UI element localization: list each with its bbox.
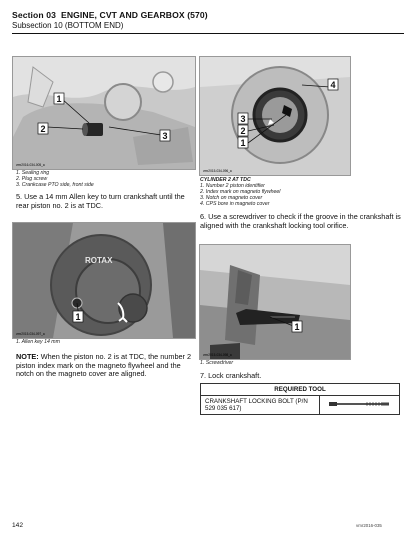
- locking-bolt-icon: [327, 399, 393, 409]
- figure-caption: [16, 170, 196, 188]
- figure-caption: [200, 360, 400, 366]
- figure-id: vmr2016-034-005_a: [16, 163, 45, 167]
- step-text: Use a screwdriver to check if the groove in the crankshaft is aligned with the crankshaft locking tool orifice.: [200, 212, 401, 230]
- callout-4: 4: [330, 80, 336, 90]
- rotax-logo: ROTAX: [85, 256, 113, 265]
- figure-id: vmr2015-034-098_a: [203, 353, 232, 357]
- document-id: vmr2016-035: [356, 523, 382, 528]
- caption-item: 2. Index mark on magneto flywheel: [200, 189, 281, 195]
- figure-id: vmr2015-034-096_a: [203, 169, 232, 173]
- crankshaft-photo: [200, 245, 350, 359]
- note-block: [16, 353, 196, 379]
- section-title: ENGINE, CVT AND GEARBOX (570): [60, 10, 208, 20]
- tool-name: CRANKSHAFT LOCKING BOLT (P/N 529 035 617): [201, 396, 320, 415]
- caption-item: 1. Number 2 piston identifier: [200, 183, 265, 189]
- figure-cylinder-tdc: [199, 56, 351, 176]
- figure-id: vmr2015-034-097_a: [16, 332, 45, 336]
- callout-2: 2: [240, 126, 246, 136]
- figure-allen-key: [12, 222, 196, 339]
- table-header: REQUIRED TOOL: [201, 384, 400, 396]
- magneto-cover-photo: [200, 57, 350, 175]
- note-text: When the piston no. 2 is at TDC, the number 2 piston index mark on the magneto flywheel and the notch on the magneto cover are aligned.: [16, 352, 192, 379]
- figure-caption: [200, 177, 400, 207]
- caption-item: 3. Notch on magneto cover: [200, 195, 263, 201]
- step-number: 6.: [200, 212, 207, 221]
- page-number: 142: [12, 522, 24, 529]
- caption-item: 3. Crankcase PTO side, front side: [16, 182, 94, 188]
- step-number: 7.: [200, 371, 207, 380]
- caption-title: CYLINDER 2 AT TDC: [200, 177, 251, 183]
- tool-image-cell: [320, 396, 400, 415]
- callout-1: 1: [56, 94, 62, 104]
- step-5: [16, 193, 196, 210]
- crankcase-photo: [13, 57, 195, 169]
- caption-item: 2. Plug screw: [16, 176, 48, 182]
- callout-2: 2: [40, 124, 46, 134]
- callout-1: 1: [75, 312, 81, 322]
- step-number: 5.: [16, 192, 23, 201]
- section-number: Section 03: [12, 10, 56, 20]
- callout-1: 1: [240, 138, 246, 148]
- callout-3: 3: [162, 131, 168, 141]
- step-6: [200, 213, 402, 230]
- figure-screwdriver: [199, 244, 351, 360]
- caption-item: 1. Sealing ring: [16, 170, 50, 176]
- header-divider: [12, 33, 404, 34]
- figure-crankcase-plug: [12, 56, 196, 170]
- caption-item: 1. Allen key 14 mm: [16, 339, 60, 345]
- step-text: Lock crankshaft.: [208, 371, 262, 380]
- magneto-photo: [13, 223, 195, 338]
- subsection-heading: Subsection 10 (BOTTOM END): [12, 21, 124, 30]
- section-heading: [12, 10, 208, 20]
- caption-item: 1. Screwdriver: [200, 360, 234, 366]
- callout-1: 1: [294, 322, 300, 332]
- caption-item: 4. CPS bore in magneto cover: [200, 201, 270, 207]
- figure-caption: [16, 339, 196, 345]
- step-text: Use a 14 mm Allen key to turn crankshaft until the rear piston no. 2 is at TDC.: [16, 192, 185, 210]
- step-7: [200, 372, 402, 381]
- callout-3: 3: [240, 114, 246, 124]
- note-label: NOTE:: [16, 352, 39, 361]
- required-tool-table: [200, 383, 400, 415]
